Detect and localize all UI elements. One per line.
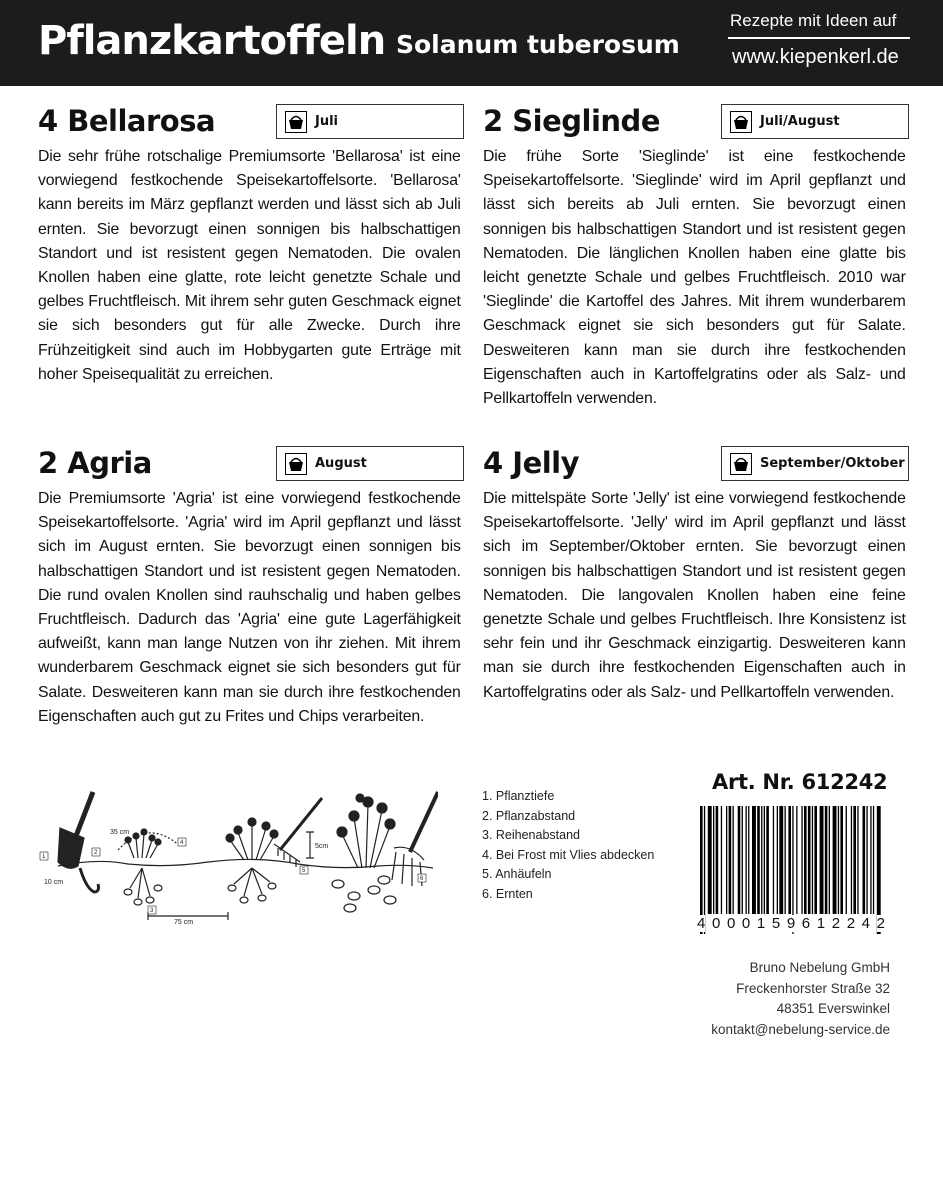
company-name: Bruno Nebelung GmbH bbox=[749, 960, 890, 975]
barcode-bar bbox=[820, 806, 824, 914]
marker-2: 2 bbox=[94, 850, 98, 856]
harvest-month: September/Oktober bbox=[760, 456, 905, 471]
variety-description: Die mittelspäte Sorte 'Jelly' ist eine vorwiegend festkochende Speisekartoffelsorte. 'Jelly' wird im April gepflanzt und lässt sich im September/Oktober ernten. Sie bevorzugt einen sonnigen bis halbschattigen Standort und ist resistent gegen Nematoden. Die langovalen Knollen haben eine feine genetzte Schale und gelbes Fruchtfleisch. Ihre Konsistenz ist sehr fein und ihr Geschmack einzigartig. Desweiteren kann man sie durch ihre festkochenden Eigenschaften auch in Kartoffelgratins oder als Salz- und Pellkartoffeln verwenden. bbox=[483, 490, 906, 701]
barcode-digit: 0 bbox=[741, 915, 751, 932]
barcode-digit: 0 bbox=[711, 915, 721, 932]
list-item: 1. Pflanztiefe bbox=[482, 789, 555, 803]
barcode-bar bbox=[748, 806, 749, 914]
harvest-badge bbox=[721, 446, 909, 481]
barcode-bar bbox=[804, 806, 807, 914]
barcode-bar bbox=[773, 806, 774, 914]
barcode-bar bbox=[796, 806, 797, 914]
barcode-bar bbox=[746, 806, 747, 914]
company-email[interactable]: kontakt@nebelung-service.de bbox=[711, 1021, 890, 1037]
barcode-bar bbox=[716, 806, 719, 914]
barcode-digit: 2 bbox=[831, 915, 841, 932]
potato-plant-icon bbox=[124, 829, 162, 905]
variety-description: Die Premiumsorte 'Agria' ist eine vorwiegend festkochende Speisekartoffelsorte. 'Agria' wird im April gepflanzt und lässt sich im August ernten. Sie bevorzugt einen sonnigen bis halbschattigen Standort und ist resistent gegen Nematoden. Die rund ovalen Knollen sind rauhschalig und haben gelbes Fruchtfleisch. Dadurch das 'Agria' eine gute Lagerfähigkeit aufweißt, kann man lange Nutzen von ihr ziehen. Mit ihrem wunderbarem Geschmack eignet sie sich besonders gut für Salate. Desweiteren kann man sie durch ihre festkochenden Eigenschaften auch gut zu Frites und Chips verarbeiten. bbox=[38, 490, 461, 725]
barcode-bar bbox=[873, 806, 874, 914]
barcode-bar bbox=[713, 806, 714, 914]
barcode-bar bbox=[853, 806, 856, 914]
variety-name: 2 Agria bbox=[38, 446, 152, 480]
barcode-bar bbox=[838, 806, 839, 914]
barcode-bar bbox=[829, 806, 830, 914]
barcode-digit: 4 bbox=[861, 915, 870, 932]
company-city: 48351 Everswinkel bbox=[776, 1001, 890, 1016]
barcode-bar bbox=[785, 806, 786, 914]
barcode-bar bbox=[764, 806, 765, 914]
barcode-bar bbox=[708, 806, 712, 914]
barcode-bar bbox=[757, 806, 760, 914]
basket-icon bbox=[730, 453, 752, 475]
marker-6: 6 bbox=[420, 876, 424, 882]
barcode-bar bbox=[814, 806, 817, 914]
barcode-bar bbox=[777, 806, 778, 914]
barcode-digits bbox=[697, 915, 885, 932]
barcode-digit: 9 bbox=[786, 915, 796, 932]
barcode-bar bbox=[726, 806, 727, 914]
company-street: Freckenhorster Straße 32 bbox=[736, 980, 890, 996]
barcode-digit: 0 bbox=[726, 915, 736, 932]
planting-illustration bbox=[38, 788, 438, 928]
barcode-bar bbox=[788, 806, 791, 914]
barcode-bar bbox=[761, 806, 762, 914]
hill-height-label: 5cm bbox=[315, 843, 329, 850]
variety-name: 4 Jelly bbox=[483, 446, 580, 480]
depth-label: 10 cm bbox=[44, 879, 64, 886]
digging-fork-icon bbox=[392, 792, 438, 886]
barcode-digit: 2 bbox=[846, 915, 856, 932]
barcode-digit: 2 bbox=[876, 915, 885, 932]
list-item: 2. Pflanzabstand bbox=[482, 808, 576, 823]
barcode-bar bbox=[801, 806, 802, 914]
barcode-bar bbox=[851, 806, 852, 914]
basket-icon bbox=[285, 453, 307, 475]
barcode-bar bbox=[812, 806, 813, 914]
basket-icon bbox=[730, 111, 752, 133]
barcode-bar bbox=[870, 806, 871, 914]
barcode-digit: 1 bbox=[756, 915, 766, 932]
potato-plant-icon bbox=[332, 794, 396, 912]
rake-icon bbox=[274, 798, 322, 867]
harvest-badge bbox=[721, 104, 909, 139]
harvest-month: August bbox=[315, 456, 367, 471]
marker-5: 5 bbox=[302, 868, 306, 874]
hill-height-marker bbox=[306, 832, 314, 858]
barcode-digit: 4 bbox=[697, 915, 706, 932]
barcode-bar bbox=[721, 806, 722, 914]
plant-spacing-label: 35 cm bbox=[110, 829, 130, 836]
planting-steps-list bbox=[482, 787, 654, 904]
marker-4: 4 bbox=[180, 840, 184, 846]
barcode-bar bbox=[729, 806, 732, 914]
barcode-bar bbox=[846, 806, 847, 914]
barcode-bar bbox=[733, 806, 734, 914]
barcode-bar bbox=[766, 806, 769, 914]
harvest-month: Juli bbox=[315, 114, 339, 129]
harvest-badge bbox=[276, 446, 464, 481]
row-spacing-label: 75 cm bbox=[174, 919, 194, 926]
variety-description: Die frühe Sorte 'Sieglinde' ist eine festkochende Speisekartoffelsorte. 'Sieglinde' wird im April gepflanzt und lässt sich bereits ab Juli ernten. Sie bevorzugt einen sonnigen bis halbschattigen Standort und ist resistent gegen Nematoden. Die länglichen Knollen haben eine glatte bis leicht genetzte Schale und gelbes Fruchtfleisch. 2010 war 'Sieglinde' die Kartoffel des Jahres. Mit ihrem wunderbarem Geschmack eignet sie sich besonders gut für Salate. Desweiteren kann man sie durch ihre festkochenden Eigenschaften auch in Kartoffelgratins oder als Salz- und Pellkartoffeln verwenden. bbox=[483, 148, 906, 408]
barcode-bar bbox=[833, 806, 837, 914]
barcode-bar bbox=[825, 806, 828, 914]
barcode-bar bbox=[863, 806, 866, 914]
barcode-bar bbox=[808, 806, 811, 914]
barcode-bar bbox=[742, 806, 743, 914]
barcode-digit: 5 bbox=[771, 915, 781, 932]
barcode-bar bbox=[752, 806, 756, 914]
variety-description: Die sehr frühe rotschalige Premiumsorte 'Bellarosa' ist eine vorwiegend festkochende Speisekartoffelsorte. 'Bellarosa' kann bereits im März gepflanzt werden und lässt sich ab Juli ernten. Sie bevorzugt einen sonnigen bis halbschattigen Standort und ist resistent gegen Nematoden. Die ovalen Knollen haben eine glatte, rote leicht genetzte Schale und gelbes Fruchtfleisch. Mit ihrem sehr guten Geschmack eignet sie sich besonders gut für alle Zwecke. Durch ihre Frühzeitigkeit sind auch im Hobbygarten gute Erträge mit hoher Speisequalität zu erreichen. bbox=[38, 148, 461, 383]
page-title: Pflanzkartoffeln bbox=[38, 18, 386, 64]
list-item: 6. Ernten bbox=[482, 886, 533, 901]
list-item: 5. Anhäufeln bbox=[482, 867, 552, 881]
barcode-bar bbox=[866, 806, 867, 914]
barcode-bar bbox=[857, 806, 858, 914]
company-address bbox=[711, 958, 890, 1040]
spade-icon bbox=[76, 792, 93, 836]
marker-3: 3 bbox=[150, 908, 154, 914]
website-link[interactable]: www.kiepenkerl.de bbox=[732, 46, 899, 68]
list-item: 4. Bei Frost mit Vlies abdecken bbox=[482, 847, 655, 862]
marker-1: 1 bbox=[42, 854, 46, 860]
basket-icon bbox=[285, 111, 307, 133]
list-item: 3. Reihenabstand bbox=[482, 828, 580, 842]
page-subtitle: Solanum tuberosum bbox=[396, 30, 680, 59]
header-divider bbox=[728, 37, 910, 39]
harvest-month: Juli/August bbox=[760, 114, 840, 129]
barcode-digit: 6 bbox=[801, 915, 811, 932]
variety-name: 2 Sieglinde bbox=[483, 104, 660, 138]
recipe-hint: Rezepte mit Ideen auf bbox=[730, 11, 897, 30]
barcode-bar bbox=[779, 806, 783, 914]
barcode-bar bbox=[840, 806, 843, 914]
variety-name: 4 Bellarosa bbox=[38, 104, 216, 138]
header-banner bbox=[0, 0, 943, 86]
barcode-bar bbox=[738, 806, 741, 914]
barcode-digit: 1 bbox=[816, 915, 826, 932]
article-number: Art. Nr. 612242 bbox=[712, 770, 888, 794]
harvest-badge bbox=[276, 104, 464, 139]
